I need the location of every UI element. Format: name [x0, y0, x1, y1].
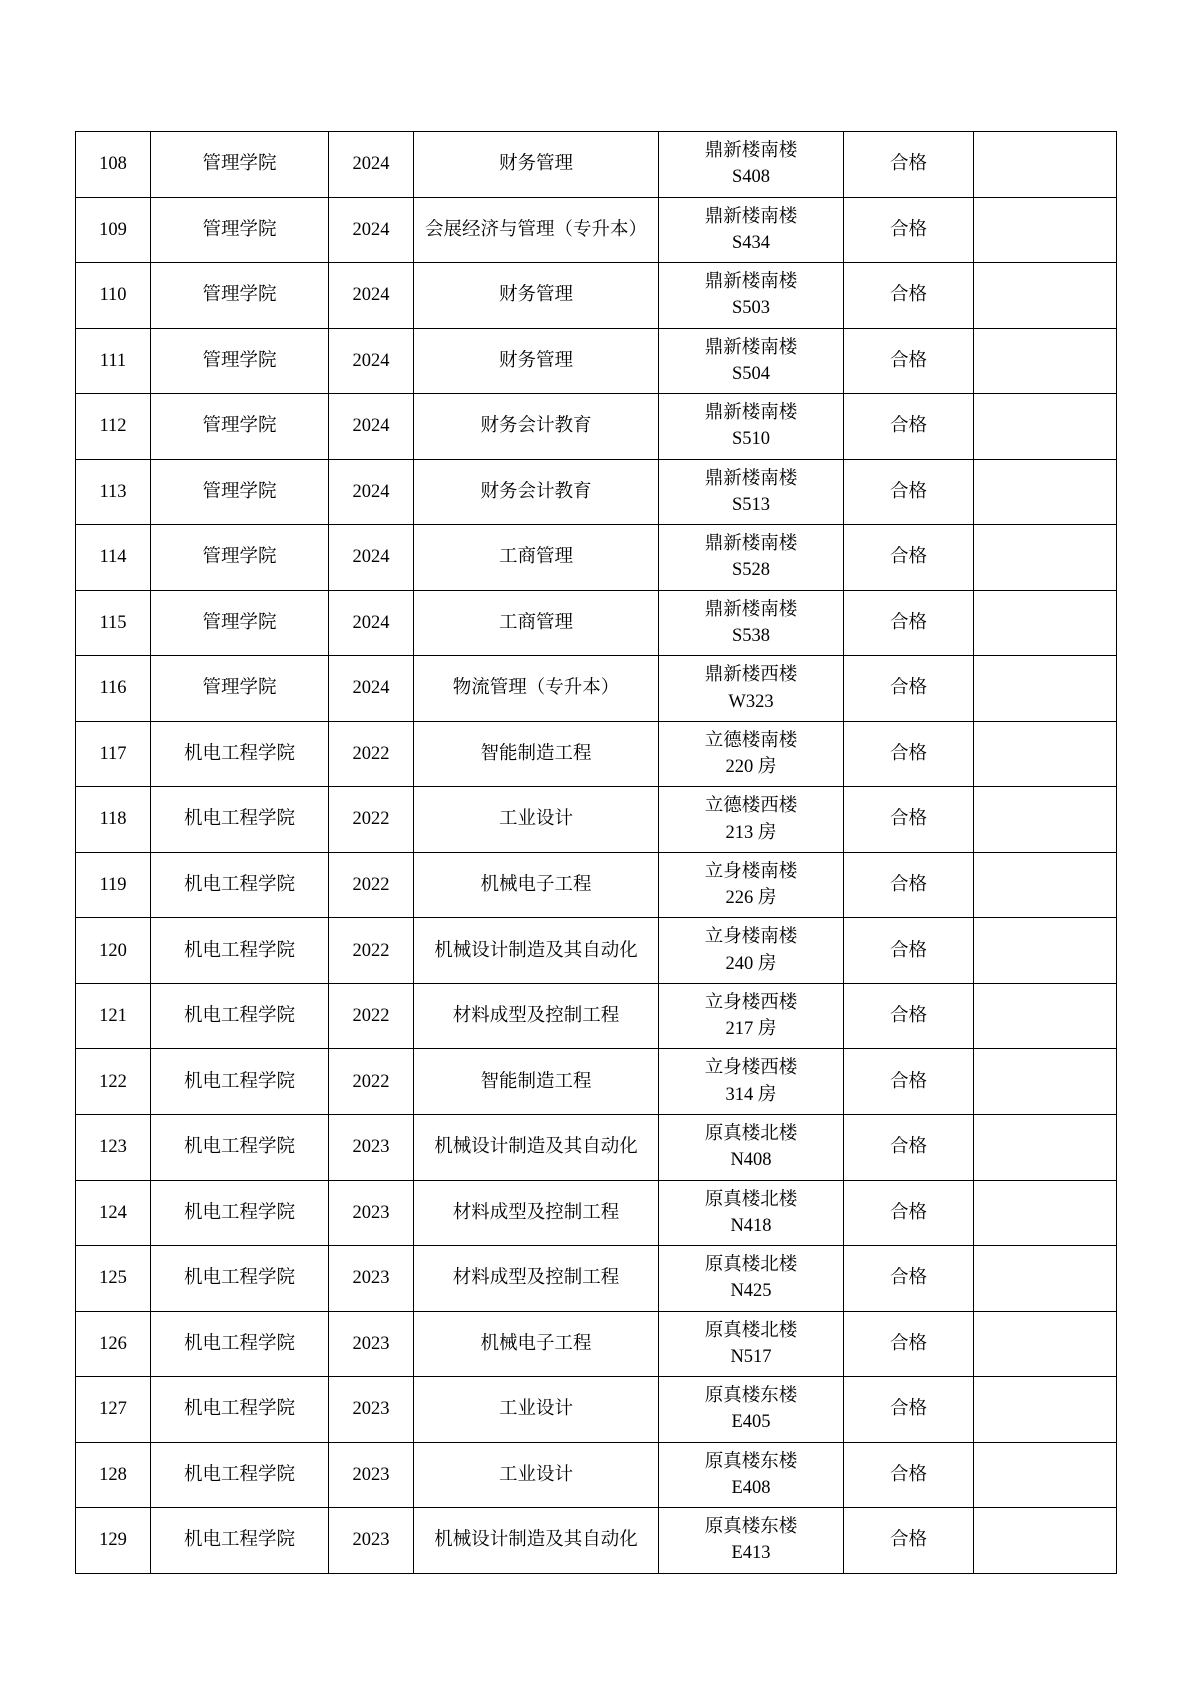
cell-room-wrap	[663, 466, 839, 519]
table-row	[76, 656, 1117, 722]
cell-room-number: 240 房	[725, 953, 777, 974]
cell-room-building: 立身楼西楼	[704, 992, 798, 1013]
cell-serial-number: 129	[76, 1508, 151, 1574]
cell-result: 合格	[844, 1508, 974, 1574]
table-row	[76, 394, 1117, 460]
cell-result: 合格	[844, 394, 974, 460]
cell-major-text: 物流管理（专升本）	[452, 678, 620, 699]
cell-major-text: 财务会计教育	[480, 416, 592, 437]
cell-major	[414, 459, 659, 525]
cell-room-number: S510	[731, 429, 771, 450]
cell-room-wrap	[663, 531, 839, 584]
cell-serial-number: 111	[76, 328, 151, 394]
cell-major-text: 机械设计制造及其自动化	[434, 1137, 638, 1158]
cell-remark	[974, 132, 1117, 198]
cell-college: 机电工程学院	[151, 918, 329, 984]
cell-college: 机电工程学院	[151, 1442, 329, 1508]
cell-year: 2023	[329, 1311, 414, 1377]
cell-room	[659, 1180, 844, 1246]
cell-serial-number: 113	[76, 459, 151, 525]
cell-college: 管理学院	[151, 328, 329, 394]
cell-remark	[974, 1377, 1117, 1443]
cell-college: 机电工程学院	[151, 787, 329, 853]
cell-room-wrap	[663, 1187, 839, 1240]
cell-room	[659, 132, 844, 198]
cell-room	[659, 787, 844, 853]
table-row	[76, 1246, 1117, 1312]
cell-college: 机电工程学院	[151, 1311, 329, 1377]
cell-major-text: 机械设计制造及其自动化	[434, 940, 638, 961]
cell-room-number: N517	[730, 1346, 772, 1367]
cell-room-number: S538	[731, 625, 771, 646]
cell-serial-number: 123	[76, 1114, 151, 1180]
cell-room-wrap	[663, 990, 839, 1043]
cell-major-text: 智能制造工程	[480, 743, 592, 764]
cell-room	[659, 721, 844, 787]
cell-major-text: 财务管理	[498, 285, 573, 306]
cell-remark	[974, 197, 1117, 263]
cell-room	[659, 918, 844, 984]
cell-result: 合格	[844, 787, 974, 853]
cell-room-wrap	[663, 1383, 839, 1436]
cell-room-building: 鼎新楼南楼	[704, 206, 798, 227]
cell-major-text: 材料成型及控制工程	[452, 1006, 620, 1027]
cell-year: 2024	[329, 590, 414, 656]
cell-room	[659, 1442, 844, 1508]
cell-room-building: 原真楼东楼	[704, 1451, 798, 1472]
table-row	[76, 918, 1117, 984]
cell-year: 2022	[329, 721, 414, 787]
cell-room	[659, 590, 844, 656]
cell-room	[659, 459, 844, 525]
cell-major	[414, 1442, 659, 1508]
cell-major	[414, 721, 659, 787]
cell-college: 机电工程学院	[151, 852, 329, 918]
cell-serial-number: 112	[76, 394, 151, 460]
cell-major	[414, 394, 659, 460]
cell-remark	[974, 263, 1117, 329]
cell-serial-number: 109	[76, 197, 151, 263]
cell-result: 合格	[844, 263, 974, 329]
cell-remark	[974, 525, 1117, 591]
cell-major	[414, 197, 659, 263]
cell-serial-number: 119	[76, 852, 151, 918]
cell-remark	[974, 1442, 1117, 1508]
cell-major-text: 工商管理	[498, 612, 573, 633]
cell-room-building: 鼎新楼南楼	[704, 403, 798, 424]
cell-result: 合格	[844, 132, 974, 198]
cell-remark	[974, 394, 1117, 460]
cell-major-text: 会展经济与管理（专升本）	[424, 219, 647, 240]
cell-serial-number: 125	[76, 1246, 151, 1312]
table-body	[76, 132, 1117, 1574]
cell-room-building: 鼎新楼西楼	[704, 665, 798, 686]
cell-room-number: S513	[731, 494, 771, 515]
cell-room-building: 立身楼西楼	[704, 1058, 798, 1079]
cell-major	[414, 983, 659, 1049]
cell-room-wrap	[663, 662, 839, 715]
cell-remark	[974, 787, 1117, 853]
cell-result: 合格	[844, 852, 974, 918]
cell-serial-number: 115	[76, 590, 151, 656]
cell-year: 2023	[329, 1246, 414, 1312]
cell-room-number: S503	[731, 298, 771, 319]
cell-room	[659, 263, 844, 329]
cell-major-text: 工商管理	[498, 547, 573, 568]
cell-major-text: 财务会计教育	[480, 481, 592, 502]
cell-room-wrap	[663, 138, 839, 191]
cell-remark	[974, 328, 1117, 394]
cell-year: 2024	[329, 263, 414, 329]
cell-room-wrap	[663, 1252, 839, 1305]
cell-college: 机电工程学院	[151, 983, 329, 1049]
cell-year: 2024	[329, 656, 414, 722]
cell-year: 2023	[329, 1442, 414, 1508]
cell-major	[414, 525, 659, 591]
cell-serial-number: 127	[76, 1377, 151, 1443]
cell-room-building: 原真楼东楼	[704, 1386, 798, 1407]
cell-room-number: E408	[731, 1477, 771, 1498]
cell-room-wrap	[663, 1121, 839, 1174]
cell-major-text: 财务管理	[498, 154, 573, 175]
cell-college: 机电工程学院	[151, 1049, 329, 1115]
cell-year: 2024	[329, 197, 414, 263]
cell-room-wrap	[663, 924, 839, 977]
cell-college: 管理学院	[151, 525, 329, 591]
table-row	[76, 1311, 1117, 1377]
cell-room-building: 鼎新楼南楼	[704, 141, 798, 161]
cell-result: 合格	[844, 1049, 974, 1115]
cell-serial-number: 110	[76, 263, 151, 329]
cell-room-number: N425	[730, 1281, 772, 1302]
cell-year: 2024	[329, 459, 414, 525]
cell-college: 机电工程学院	[151, 1246, 329, 1312]
cell-remark	[974, 1508, 1117, 1574]
cell-year: 2022	[329, 1049, 414, 1115]
cell-year: 2023	[329, 1508, 414, 1574]
cell-room-building: 鼎新楼南楼	[704, 468, 798, 489]
cell-remark	[974, 852, 1117, 918]
cell-result: 合格	[844, 525, 974, 591]
cell-remark	[974, 1180, 1117, 1246]
cell-college: 管理学院	[151, 459, 329, 525]
cell-room-wrap	[663, 335, 839, 388]
table-row	[76, 197, 1117, 263]
cell-room-number: S408	[731, 167, 771, 188]
cell-college: 管理学院	[151, 263, 329, 329]
cell-room	[659, 1246, 844, 1312]
table-row	[76, 328, 1117, 394]
cell-serial-number: 122	[76, 1049, 151, 1115]
cell-remark	[974, 1311, 1117, 1377]
cell-remark	[974, 1049, 1117, 1115]
cell-room-building: 立德楼南楼	[704, 730, 798, 751]
cell-year: 2022	[329, 918, 414, 984]
cell-major-text: 机械设计制造及其自动化	[434, 1530, 638, 1551]
cell-serial-number: 118	[76, 787, 151, 853]
cell-room-building: 鼎新楼南楼	[704, 272, 798, 293]
cell-year: 2023	[329, 1180, 414, 1246]
cell-room	[659, 525, 844, 591]
cell-room	[659, 1311, 844, 1377]
cell-room	[659, 1377, 844, 1443]
cell-serial-number: 126	[76, 1311, 151, 1377]
table-row	[76, 525, 1117, 591]
cell-major	[414, 1114, 659, 1180]
cell-result: 合格	[844, 1311, 974, 1377]
cell-serial-number: 120	[76, 918, 151, 984]
cell-major-text: 机械电子工程	[480, 1333, 592, 1354]
cell-result: 合格	[844, 590, 974, 656]
cell-year: 2024	[329, 328, 414, 394]
cell-result: 合格	[844, 328, 974, 394]
cell-room-wrap	[663, 1514, 839, 1567]
cell-college: 机电工程学院	[151, 1114, 329, 1180]
table-row	[76, 1442, 1117, 1508]
table-row	[76, 1508, 1117, 1574]
cell-major-text: 工业设计	[498, 809, 573, 830]
cell-room	[659, 197, 844, 263]
cell-room-wrap	[663, 728, 839, 781]
cell-serial-number: 116	[76, 656, 151, 722]
cell-room	[659, 1049, 844, 1115]
cell-remark	[974, 590, 1117, 656]
cell-room-wrap	[663, 793, 839, 846]
table-row	[76, 590, 1117, 656]
cell-serial-number: 117	[76, 721, 151, 787]
cell-major	[414, 1508, 659, 1574]
table-row	[76, 983, 1117, 1049]
cell-room-number: N418	[730, 1215, 772, 1236]
cell-room-building: 鼎新楼南楼	[704, 337, 798, 358]
cell-room-number: 217 房	[725, 1019, 777, 1040]
cell-room	[659, 328, 844, 394]
cell-room-building: 原真楼北楼	[704, 1320, 798, 1341]
table-row	[76, 721, 1117, 787]
cell-result: 合格	[844, 1377, 974, 1443]
cell-room-number: 226 房	[725, 888, 777, 909]
cell-room-wrap	[663, 400, 839, 453]
table-row	[76, 1114, 1117, 1180]
cell-serial-number: 121	[76, 983, 151, 1049]
cell-serial-number: 108	[76, 132, 151, 198]
cell-result: 合格	[844, 1442, 974, 1508]
cell-college: 管理学院	[151, 132, 329, 198]
cell-serial-number: 114	[76, 525, 151, 591]
cell-room	[659, 852, 844, 918]
cell-room-wrap	[663, 1449, 839, 1502]
cell-major	[414, 132, 659, 198]
cell-result: 合格	[844, 1246, 974, 1312]
cell-major	[414, 1311, 659, 1377]
cell-remark	[974, 983, 1117, 1049]
cell-result: 合格	[844, 197, 974, 263]
cell-college: 管理学院	[151, 656, 329, 722]
cell-remark	[974, 459, 1117, 525]
cell-room-building: 立身楼南楼	[704, 927, 798, 948]
cell-remark	[974, 1114, 1117, 1180]
cell-room-number: 220 房	[725, 757, 777, 778]
cell-room-building: 原真楼东楼	[704, 1517, 798, 1538]
cell-remark	[974, 918, 1117, 984]
cell-major	[414, 263, 659, 329]
cell-year: 2022	[329, 852, 414, 918]
cell-room	[659, 983, 844, 1049]
cell-college: 管理学院	[151, 590, 329, 656]
cell-room-building: 原真楼北楼	[704, 1255, 798, 1276]
cell-room-wrap	[663, 269, 839, 322]
cell-major	[414, 1049, 659, 1115]
cell-room-wrap	[663, 597, 839, 650]
cell-room-number: 314 房	[725, 1084, 777, 1105]
cell-room-building: 鼎新楼南楼	[704, 599, 798, 620]
cell-college: 机电工程学院	[151, 1377, 329, 1443]
cell-room	[659, 394, 844, 460]
cell-room-building: 立德楼西楼	[704, 796, 798, 817]
cell-result: 合格	[844, 1180, 974, 1246]
cell-room-wrap	[663, 859, 839, 912]
cell-room-building: 原真楼北楼	[704, 1123, 798, 1144]
cell-room	[659, 656, 844, 722]
table-row	[76, 1049, 1117, 1115]
table-row	[76, 1377, 1117, 1443]
cell-year: 2024	[329, 132, 414, 198]
cell-college: 管理学院	[151, 394, 329, 460]
cell-college: 机电工程学院	[151, 721, 329, 787]
cell-college: 管理学院	[151, 197, 329, 263]
cell-room-number: S434	[731, 232, 771, 253]
cell-room-building: 原真楼北楼	[704, 1189, 798, 1210]
cell-serial-number: 128	[76, 1442, 151, 1508]
table-row	[76, 787, 1117, 853]
cell-serial-number: 124	[76, 1180, 151, 1246]
cell-major-text: 财务管理	[498, 350, 573, 371]
table-row	[76, 263, 1117, 329]
cell-room-building: 鼎新楼南楼	[704, 534, 798, 555]
cell-room-number: E405	[731, 1412, 771, 1433]
cell-room-number: N408	[730, 1150, 772, 1171]
cell-college: 机电工程学院	[151, 1508, 329, 1574]
cell-room-number: E413	[731, 1543, 771, 1564]
cell-room-wrap	[663, 1055, 839, 1108]
table-row	[76, 459, 1117, 525]
cell-major	[414, 852, 659, 918]
cell-room-building: 立身楼南楼	[704, 861, 798, 882]
cell-major	[414, 1377, 659, 1443]
cell-major-text: 智能制造工程	[480, 1071, 592, 1092]
cell-room-wrap	[663, 204, 839, 257]
cell-major-text: 材料成型及控制工程	[452, 1202, 620, 1223]
cell-major	[414, 656, 659, 722]
cell-year: 2024	[329, 525, 414, 591]
table-row	[76, 132, 1117, 198]
cell-remark	[974, 1246, 1117, 1312]
cell-year: 2023	[329, 1377, 414, 1443]
cell-major	[414, 590, 659, 656]
cell-room-number: S504	[731, 363, 771, 384]
inspection-results-table	[75, 131, 1117, 1574]
cell-major	[414, 918, 659, 984]
cell-year: 2023	[329, 1114, 414, 1180]
cell-result: 合格	[844, 918, 974, 984]
cell-room-number: 213 房	[725, 822, 777, 843]
cell-room-wrap	[663, 1318, 839, 1371]
cell-result: 合格	[844, 721, 974, 787]
table-row	[76, 1180, 1117, 1246]
cell-room	[659, 1114, 844, 1180]
cell-remark	[974, 656, 1117, 722]
cell-college: 机电工程学院	[151, 1180, 329, 1246]
cell-major-text: 工业设计	[498, 1464, 573, 1485]
cell-major	[414, 787, 659, 853]
cell-major	[414, 1246, 659, 1312]
cell-room	[659, 1508, 844, 1574]
cell-major-text: 材料成型及控制工程	[452, 1268, 620, 1289]
cell-room-number: W323	[728, 691, 774, 712]
cell-result: 合格	[844, 1114, 974, 1180]
cell-result: 合格	[844, 983, 974, 1049]
cell-remark	[974, 721, 1117, 787]
cell-year: 2022	[329, 983, 414, 1049]
cell-major-text: 机械电子工程	[480, 874, 592, 895]
table-row	[76, 852, 1117, 918]
cell-major	[414, 328, 659, 394]
cell-result: 合格	[844, 459, 974, 525]
cell-major-text: 工业设计	[498, 1399, 573, 1420]
cell-result: 合格	[844, 656, 974, 722]
cell-room-number: S528	[731, 560, 771, 581]
cell-major	[414, 1180, 659, 1246]
cell-year: 2022	[329, 787, 414, 853]
cell-year: 2024	[329, 394, 414, 460]
